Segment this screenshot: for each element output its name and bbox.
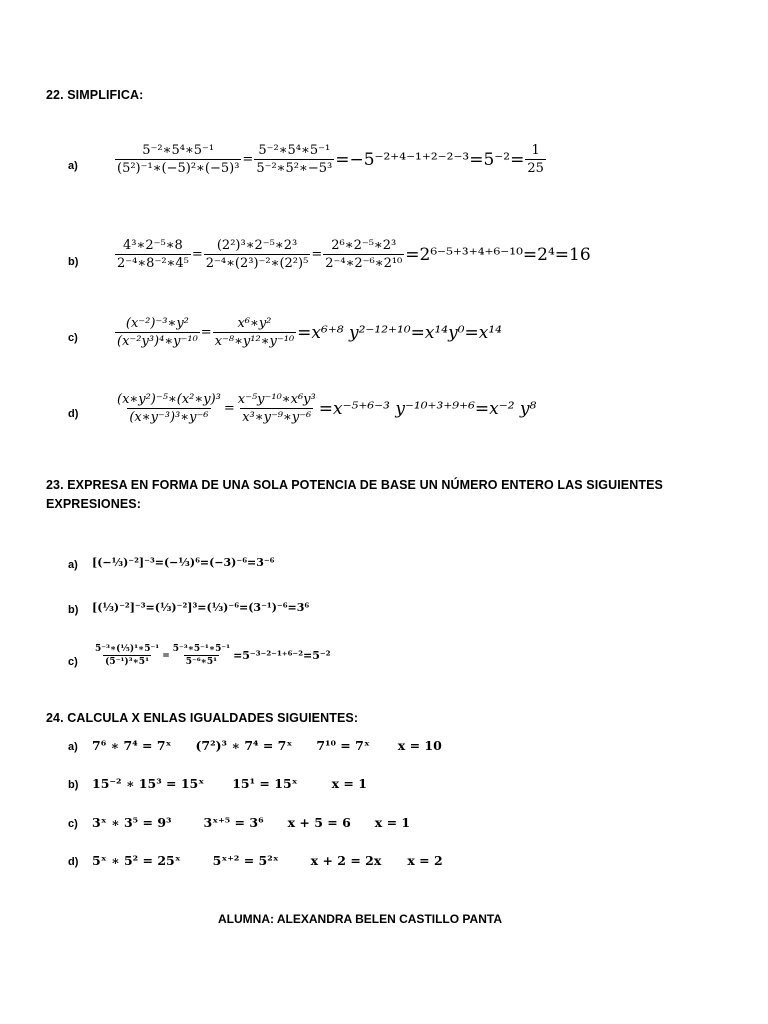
section-23-title: 23. EXPRESA EN FORMA DE UNA SOLA POTENCIA DE BASE UN NÚMERO ENTERO LAS SIGUIENTES EXPRESIONES:	[46, 478, 663, 511]
numerator: x⁶∗y²	[237, 316, 272, 331]
item-23b-expression: [(¹⁄₃)⁻²]⁻³=(¹⁄₃)⁻²]³=(¹⁄₃)⁻⁶=(3⁻¹)⁻⁶=3⁶	[92, 601, 310, 614]
numerator: 5⁻³∗(¹⁄₅)¹∗5⁻¹	[95, 644, 160, 654]
result: =2⁶⁻⁵⁺³⁺⁴⁺⁶⁻¹⁰=2⁴=16	[405, 244, 591, 265]
denominator: (5²)⁻¹∗(−5)²∗(−5)³	[117, 161, 240, 176]
numerator: (2²)³∗2⁻⁵∗2³	[216, 238, 298, 253]
equation: 7⁶ ∗ 7⁴ = 7ˣ	[92, 738, 172, 753]
numerator: 5⁻³∗5⁻¹∗5⁻¹	[172, 644, 231, 654]
item-22a-expression: $\frac{\text{5⁻²∗5⁴∗5⁻¹}}{\text{(5²)⁻¹∗(−5)²∗(−5)³}}$ = $\frac{\text{5⁻²∗5⁴∗5⁻¹}}{\text{5⁻²∗5²∗−5³}}$ =−5⁻²⁺⁴⁻¹⁺²⁻²⁻³=5⁻²= $\frac{1}{25}$	[117, 143, 544, 176]
item-23b-label: b)	[68, 604, 79, 616]
item-22b-label: b)	[68, 256, 79, 268]
answer: x = 2	[407, 853, 443, 868]
numerator: 5⁻²∗5⁴∗5⁻¹	[142, 143, 215, 158]
numerator: 5⁻²∗5⁴∗5⁻¹	[258, 143, 331, 158]
item-23c-label: c)	[68, 656, 78, 668]
item-23a-expression: [(−¹⁄₃)⁻²]⁻³=(−¹⁄₃)⁶=(−3)⁻⁶=3⁻⁶	[92, 556, 275, 569]
item-22c-expression: $\frac{\text{(x⁻²)⁻³∗y²}}{\text{(x⁻²y³)⁴∗y⁻¹⁰}}$ = $\frac{\text{x⁶∗y²}}{\text{x⁻⁸∗y¹²∗y⁻¹⁰}}$ =x⁶⁺⁸ y²⁻¹²⁺¹⁰=x¹⁴y⁰=x¹⁴	[117, 316, 502, 349]
item-24d-expression	[92, 853, 443, 868]
denominator: 5⁻²∗5²∗−5³	[256, 161, 333, 176]
item-22d-expression: $\frac{\text{(x∗y²)⁻⁵∗(x²∗y)³}}{\text{(x∗y⁻³)³∗y⁻⁶}}$ = $\frac{\text{x⁻⁵y⁻¹⁰∗x⁶y³}}{\text{x³∗y⁻⁹∗y⁻⁶}}$ =x⁻⁵⁺⁶⁻³ y⁻¹⁰⁺³⁺⁹⁺⁶=x⁻² y⁸	[117, 392, 537, 425]
answer: x = 1	[331, 776, 367, 791]
denominator: 5⁻⁶∗5¹	[185, 657, 218, 667]
numerator: 1	[531, 143, 540, 158]
denominator: 2⁻⁴∗2⁻⁶∗2¹⁰	[325, 256, 403, 271]
item-22c-label: c)	[68, 332, 78, 344]
denominator: (x∗y⁻³)³∗y⁻⁶	[129, 410, 209, 425]
numerator: 2⁶∗2⁻⁵∗2³	[331, 238, 397, 253]
denominator: x⁻⁸∗y¹²∗y⁻¹⁰	[214, 334, 295, 349]
item-24c-expression	[92, 815, 410, 830]
equation: 5ˣ⁺² = 5²ˣ	[212, 853, 279, 868]
fraction	[525, 143, 546, 176]
result: =5⁻³⁻²⁻¹⁺⁶⁻²=5⁻²	[233, 649, 331, 662]
denominator: 2⁻⁴∗8⁻²∗4⁵	[117, 256, 189, 271]
denominator: 2⁻⁴∗(2³)⁻²∗(2²)⁵	[205, 256, 309, 271]
equation: 15¹ = 15ˣ	[232, 776, 298, 791]
fraction	[115, 316, 200, 349]
answer: x = 10	[397, 738, 442, 753]
equation: 3ˣ⁺⁵ = 3⁶	[203, 815, 264, 830]
result: =x⁶⁺⁸ y²⁻¹²⁺¹⁰=x¹⁴y⁰=x¹⁴	[297, 322, 502, 343]
fraction	[204, 238, 311, 271]
item-24a-label: a)	[68, 741, 78, 753]
fraction	[236, 392, 318, 425]
section-22-title: 22. SIMPLIFICA:	[46, 88, 144, 102]
fraction	[323, 238, 404, 271]
equation: (7²)³ ∗ 7⁴ = 7ˣ	[195, 738, 293, 753]
item-24b-label: b)	[68, 779, 79, 791]
equation: 15⁻² ∗ 15³ = 15ˣ	[92, 776, 205, 791]
numerator: (x⁻²)⁻³∗y²	[125, 316, 189, 331]
item-23a-label: a)	[68, 559, 78, 571]
denominator: (5⁻¹)³∗5¹	[105, 657, 150, 667]
equation: 3ˣ ∗ 3⁵ = 9³	[92, 815, 172, 830]
fraction	[171, 644, 232, 667]
fraction	[115, 143, 241, 176]
fraction	[115, 392, 223, 425]
item-22d-label: d)	[68, 408, 79, 420]
equation: x + 5 = 6	[287, 815, 351, 830]
equation: 5ˣ ∗ 5² = 25ˣ	[92, 853, 181, 868]
item-22b-expression: $\frac{\text{4³∗2⁻⁵∗8}}{\text{2⁻⁴∗8⁻²∗4⁵}}$ = $\frac{\text{(2²)³∗2⁻⁵∗2³}}{\text{2⁻⁴∗(2³)⁻²∗(2²)⁵}}$ = $\frac{\text{2⁶∗2⁻⁵∗2³}}{\text{2⁻⁴∗2⁻⁶∗2¹⁰}}$ =2⁶⁻⁵⁺³⁺⁴⁺⁶⁻¹⁰=2⁴=16	[117, 238, 591, 271]
denominator: x³∗y⁻⁹∗y⁻⁶	[242, 410, 312, 425]
item-24a-expression	[92, 738, 442, 753]
answer: x = 1	[374, 815, 411, 830]
equation: x + 2 = 2x	[310, 853, 382, 868]
fraction	[254, 143, 334, 176]
fraction	[213, 316, 296, 349]
item-24d-label: d)	[68, 856, 79, 868]
fraction	[93, 644, 161, 667]
numerator: x⁻⁵y⁻¹⁰∗x⁶y³	[237, 392, 316, 407]
numerator: 4³∗2⁻⁵∗8	[123, 238, 183, 253]
fraction	[115, 238, 191, 271]
item-24c-label: c)	[68, 818, 78, 830]
equation: 7¹⁰ = 7ˣ	[316, 738, 370, 753]
denominator: (x⁻²y³)⁴∗y⁻¹⁰	[117, 334, 198, 349]
student-name: ALUMNA: ALEXANDRA BELEN CASTILLO PANTA	[218, 912, 502, 926]
item-22a-label: a)	[68, 160, 78, 172]
item-24b-expression	[92, 776, 367, 791]
chain: =−5⁻²⁺⁴⁻¹⁺²⁻²⁻³=5⁻²=	[335, 149, 525, 170]
result: =x⁻⁵⁺⁶⁻³ y⁻¹⁰⁺³⁺⁹⁺⁶=x⁻² y⁸	[318, 398, 537, 419]
section-24-title: 24. CALCULA X ENLAS IGUALDADES SIGUIENTES:	[46, 711, 359, 725]
item-23c-expression: $\frac{\text{5⁻³∗(¹⁄₅)¹∗5⁻¹}}{\text{(5⁻¹)³∗5¹}}$ = $\frac{\text{5⁻³∗5⁻¹∗5⁻¹}}{\text{5⁻⁶∗5¹}}$ =5⁻³⁻²⁻¹⁺⁶⁻²=5⁻²	[95, 644, 331, 667]
denominator: 25	[527, 161, 544, 176]
numerator: (x∗y²)⁻⁵∗(x²∗y)³	[117, 392, 221, 407]
